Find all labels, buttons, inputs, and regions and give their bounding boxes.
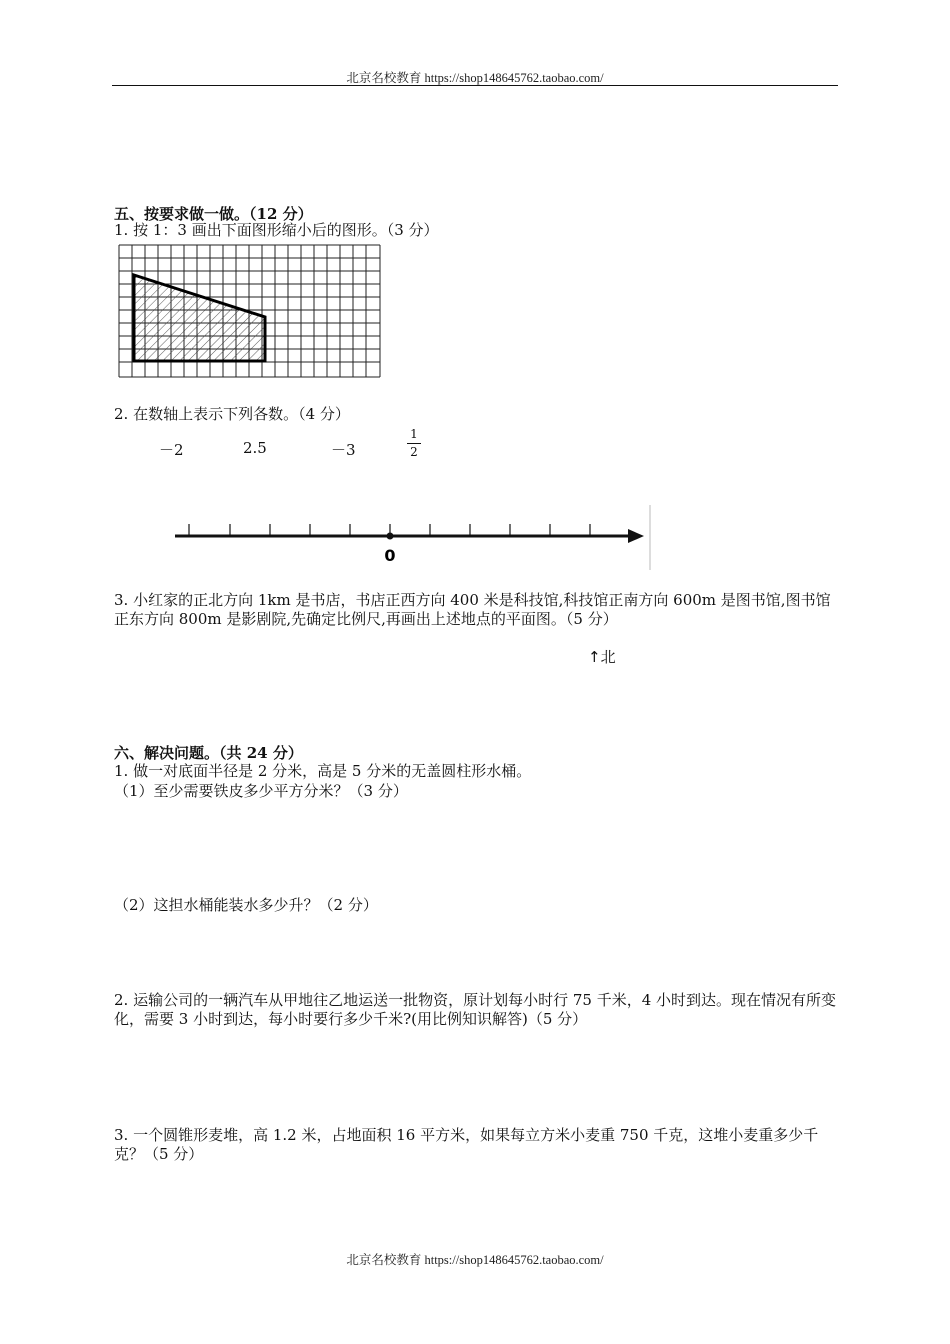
number-neg2: －2: [159, 441, 184, 459]
fraction-half: [407, 427, 421, 460]
trapezoid-shape: [134, 275, 265, 361]
fraction-denominator: 2: [410, 445, 418, 459]
section6-q2: 2. 运输公司的一辆汽车从甲地往乙地运送一批物资，原计划每小时行 75 千米，4 小时到达。现在情况有所变化，需要 3 小时到达，每小时要行多少千米?(用比例知识解答)（5 分）: [114, 991, 837, 1028]
page-header: 北京名校教育 https://shop148645762.taobao.com/: [346, 71, 604, 85]
section6-q1-sub2: （2）这担水桶能装水多少升？（2 分）: [114, 896, 378, 914]
section5-q2: 2. 在数轴上表示下列各数。（4 分）: [114, 405, 350, 423]
number-line: [160, 503, 660, 573]
header-rule: [112, 85, 838, 86]
section5-q1: 1. 按 1：3 画出下面图形缩小后的图形。（3 分）: [114, 221, 439, 239]
north-indicator: [588, 648, 616, 667]
number-neg3: －3: [331, 441, 356, 459]
section5-title: 五、按要求做一做。（12 分）: [114, 205, 313, 223]
number-2-5: 2.5: [243, 439, 267, 457]
axis-arrow: [628, 529, 644, 543]
north-label: 北: [600, 648, 616, 666]
fraction-bar: [407, 443, 421, 444]
origin-dot: [387, 533, 394, 540]
grid-figure: [118, 244, 382, 378]
axis-zero-label: 0: [384, 546, 396, 565]
fraction-numerator: 1: [410, 427, 418, 441]
section6-title: 六、解决问题。（共 24 分）: [114, 744, 303, 762]
page-footer: 北京名校教育 https://shop148645762.taobao.com/: [346, 1253, 604, 1267]
north-arrow-icon: ↑: [588, 648, 601, 666]
section6-q1-sub1: （1）至少需要铁皮多少平方分米？（3 分）: [114, 782, 408, 800]
section6-q1: 1. 做一对底面半径是 2 分米，高是 5 分米的无盖圆柱形水桶。: [114, 762, 532, 780]
section6-q3: 3. 一个圆锥形麦堆，高 1.2 米，占地面积 16 平方米，如果每立方米小麦重 750 千克，这堆小麦重多少千克？（5 分）: [114, 1126, 819, 1163]
section5-q3: 3. 小红家的正北方向 1km 是书店，书店正西方向 400 米是科技馆,科技馆正南方向 600m 是图书馆,图书馆正东方向 800m 是影剧院,先确定比例尺,再画出上述地点的平面图。（5 分）: [114, 591, 831, 628]
